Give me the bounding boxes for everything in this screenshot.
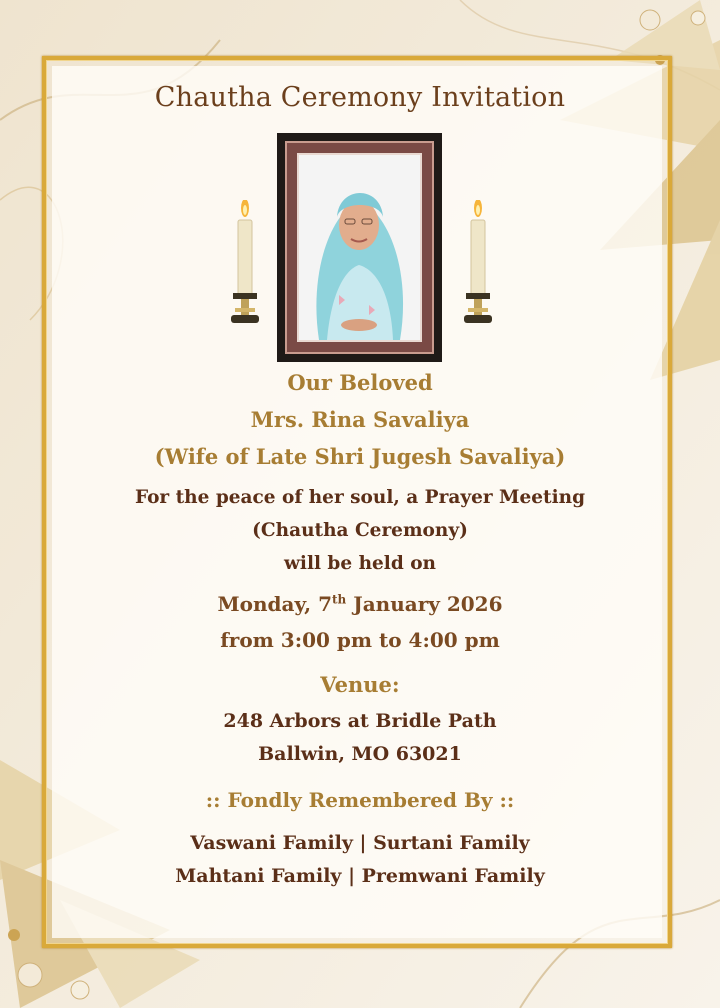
our-beloved-text: Our Beloved [287,370,433,395]
prayer-line-3: will be held on [283,553,436,574]
remembered-label: :: Fondly Remembered By :: [205,788,515,812]
event-date-prefix: Monday, 7 [217,592,332,616]
prayer-line-2: (Chautha Ceremony) [252,520,468,541]
venue-line-2: Ballwin, MO 63021 [258,743,462,765]
relation-text: (Wife of Late Shri Jugesh Savaliya) [154,444,566,469]
portrait-photo [297,153,422,342]
page-title: Chautha Ceremony Invitation [154,82,566,113]
event-date-rest: January 2026 [346,592,503,616]
families-line-1: Vaswani Family | Surtani Family [190,832,530,854]
venue-line-1: 248 Arbors at Bridle Path [223,710,497,732]
candle-left-icon [227,200,263,332]
event-date-suffix: th [332,592,347,607]
portrait-mat [285,141,434,354]
portrait-frame [277,133,442,362]
venue-label: Venue: [320,672,400,697]
deceased-name: Mrs. Rina Savaliya [250,407,470,432]
candle-right-icon [460,200,496,332]
prayer-line-1: For the peace of her soul, a Prayer Meeting [134,487,586,508]
families-line-2: Mahtani Family | Premwani Family [175,865,545,887]
event-time: from 3:00 pm to 4:00 pm [220,628,500,652]
event-date [0,592,720,616]
